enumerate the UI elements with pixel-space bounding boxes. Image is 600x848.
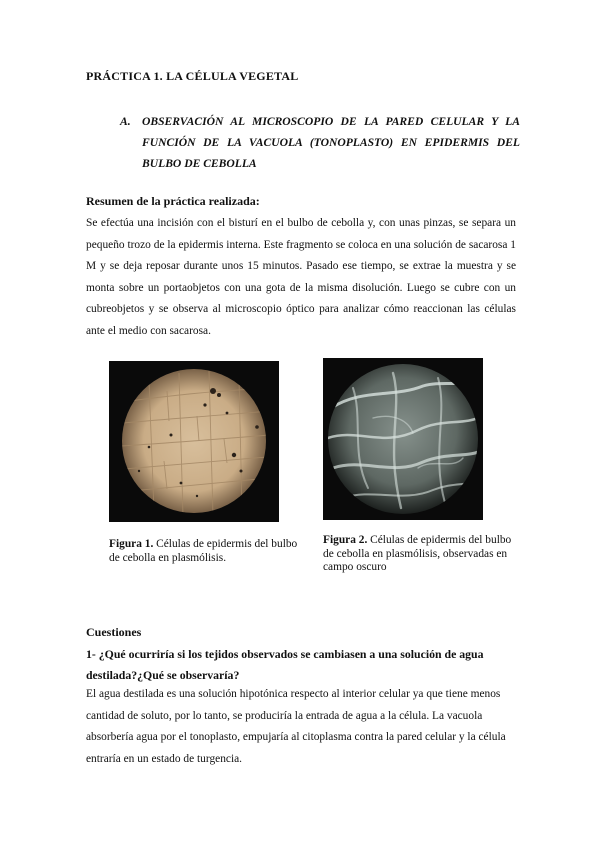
answer-1: El agua destilada es una solución hipotónica respecto al interior celular ya que tiene menos cantidad de soluto, por lo tanto, se produciría la entrada de agua a la célula. La vacuola absorbería agua por el tonoplasto, empujaría al citoplasma contra la pared celular y la célula entraría en un estado de turgencia. [86,688,506,765]
page-title: PRÁCTICA 1. LA CÉLULA VEGETAL [86,69,299,83]
section-title: OBSERVACIÓN AL MICROSCOPIO DE LA PARED CELULAR Y LA FUNCIÓN DE LA VACUOLA (TONOPLASTO) EN EPIDERMIS DEL BULBO DE CEBOLLA [142,115,520,170]
figure-1-label: Figura 1. [109,538,154,550]
figure-2-caption [323,534,513,575]
figure-1-image [109,361,279,522]
figure-1-caption [109,538,299,565]
figure-2-image [323,358,483,520]
question-1: 1- ¿Qué ocurriría si los tejidos observados se cambiasen a una solución de agua destilada?¿Qué se observaría? [86,647,484,682]
figure-2-caption-text: Células de epidermis del bulbo de cebolla en plasmólisis, observadas en campo oscuro [323,534,512,573]
summary-heading: Resumen de la práctica realizada: [86,194,260,208]
figure-2-field [328,364,478,514]
summary-body: Se efectúa una incisión con el bisturí en el bulbo de cebolla y, con unas pinzas, se separa un pequeño trozo de la epidermis interna. Este fragmento se coloca en una solución de sacarosa 1 M y se deja reposar durante unos 15 minutos. Pasado ese tiempo, se extrae la muestra y se monta sobre un portaobjetos con una gota de la misma disolución. Luego se cubre con un cubreobjetos y se observa al microscopio óptico para analizar cómo reaccionan las células ante el medio con sacarosa. [86,217,516,337]
section-letter: A. [120,115,131,128]
figure-1-caption-text: Células de epidermis del bulbo de cebolla en plasmólisis. [109,538,298,564]
section-heading [120,111,520,174]
figure-2-label: Figura 2. [323,534,368,546]
questions-heading: Cuestiones [86,625,142,639]
